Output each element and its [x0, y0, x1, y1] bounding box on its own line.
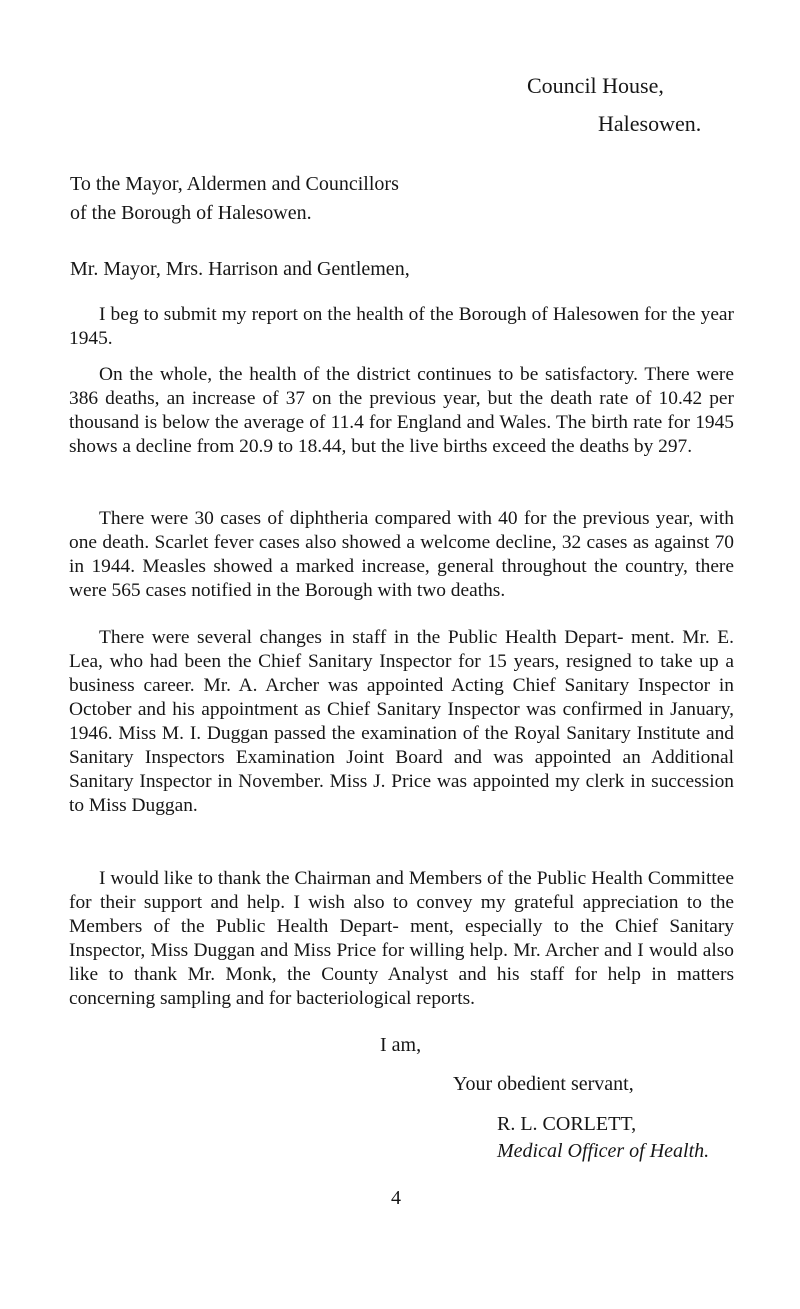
- paragraph-staff: [69, 626, 734, 818]
- addressee-line-2: of the Borough of Halesowen.: [70, 202, 312, 224]
- closing-servant: Your obedient servant,: [453, 1073, 634, 1095]
- address-line-1: Council House,: [527, 73, 664, 98]
- paragraph-intro: [69, 303, 734, 351]
- signatory-title: Medical Officer of Health.: [497, 1140, 710, 1162]
- paragraph-thanks: [69, 867, 734, 1011]
- paragraph-4: There were several changes in staff in the Public Health Depart- ment. Mr. E. Lea, who had been the Chief Sanitary Inspector for 15 years, resigned to take up a business career. Mr. A. Archer was appointed Acting Chief Sanitary Inspector in October and his appointment as Chief Sanitary Inspector was confirmed in January, 1946. Miss M. I. Duggan passed the examination of the Royal Sanitary Institute and Sanitary Inspectors Examination Joint Board and was appointed an Additional Sanitary Inspector in November. Miss J. Price was appointed my clerk in succession to Miss Duggan.: [69, 627, 734, 816]
- paragraph-3: There were 30 cases of diphtheria compared with 40 for the previous year, with one death. Scarlet fever cases also showed a welcome decline, 32 cases as against 70 in 1944. Measles showed a marked increase, general throughout the country, there were 565 cases notified in the Borough with two deaths.: [69, 508, 734, 601]
- paragraph-2: On the whole, the health of the district continues to be satisfactory. There were 386 deaths, an increase of 37 on the previous year, but the death rate of 10.42 per thousand is below the average of 11.4 for England and Wales. The birth rate for 1945 shows a decline from 20.9 to 18.44, but the live births exceed the deaths by 297.: [69, 364, 734, 457]
- paragraph-health: [69, 363, 734, 459]
- closing-i-am: I am,: [380, 1034, 422, 1056]
- addressee-line-1: To the Mayor, Aldermen and Councillors: [70, 173, 399, 195]
- paragraph-5: I would like to thank the Chairman and Members of the Public Health Committee for their support and help. I wish also to convey my grateful appreciation to the Members of the Public Health Depart- ment, especially to the Chief Sanitary Inspector, Miss Duggan and Miss Price for willing help. Mr. Archer and I would also like to thank Mr. Monk, the County Analyst and his staff for help in matters concerning sampling and for bacteriological reports.: [69, 868, 734, 1009]
- address-line-2: Halesowen.: [598, 111, 702, 136]
- page-number: 4: [391, 1187, 401, 1209]
- greeting: Mr. Mayor, Mrs. Harrison and Gentlemen,: [70, 258, 410, 280]
- paragraph-diseases: [69, 507, 734, 603]
- signatory-name: R. L. CORLETT,: [497, 1113, 637, 1135]
- paragraph-1: I beg to submit my report on the health of the Borough of Halesowen for the year 1945.: [69, 304, 734, 349]
